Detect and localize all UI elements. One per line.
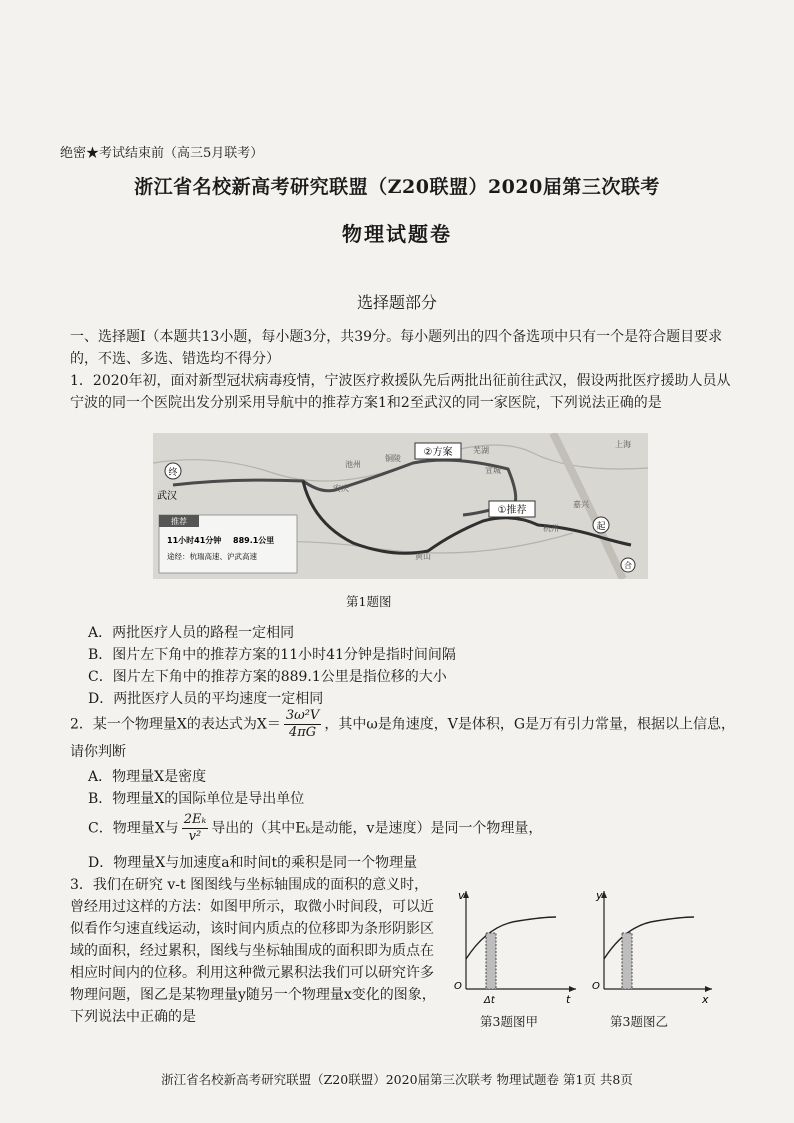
destination-marker-label: 合 [624,561,632,570]
route-info-via: 途经：杭瑞高速、沪武高速 [167,552,257,561]
origin-label: O [592,981,600,992]
graph-jia [448,885,580,1007]
place-label: 铜陵 [385,454,401,463]
place-label: 嘉兴 [573,500,589,509]
formula-denominator: 4πG [288,725,317,740]
question-2-stem-end: ，其中ω是角速度，V是体积，G是万有引力常量，根据以上信息，请你判断 [70,716,736,760]
question-2-stem [70,708,738,763]
place-label: 上海 [615,440,631,449]
shaded-strip [622,933,632,989]
place-label: 池州 [345,460,361,469]
route-info-time: 11小时41分钟 [167,536,222,545]
exam-title: 浙江省名校新高考研究联盟（Z20联盟）2020届第三次联考 [134,176,660,198]
place-label: 黄山 [415,552,431,561]
question-1-stem: 1．2020年初，面对新型冠状病毒疫情，宁波医疗救援队先后两批出征前往武汉，假设两批医疗援助人员从宁波的同一个医院出发分别采用导航中的推荐方案1和2至武汉的同一家医院，下列说法正确的是 [70,373,731,411]
question-1-option-a: A．两批医疗人员的路程一定相同 [88,625,295,641]
route-map [153,433,648,579]
start-marker-label: 起 [596,522,606,532]
page-footer: 浙江省名校新高考研究联盟（Z20联盟）2020届第三次联考 物理试题卷 第1页 共8页 [161,1072,633,1087]
place-label: 芜湖 [473,446,489,455]
x-axis-arrow [705,986,712,992]
place-label: 杭州 [543,524,559,533]
route-info-distance: 889.1公里 [233,536,275,545]
question-2-option-b: B．物理量X的国际单位是导出单位 [88,791,305,807]
question-2-option-d: D．物理量X与加速度a和时间t的乘积是同一个物理量 [88,855,418,871]
option-c-end: 导出的（其中Eₖ是动能，v是速度）是同一个物理量， [211,820,543,837]
question-2-option-c [88,812,542,845]
place-label: 武汉 [157,491,177,502]
y-axis-label: v [458,889,465,902]
exam-subtitle: 物理试题卷 [342,222,452,246]
place-label: 安庆 [333,484,349,493]
curve [466,917,556,959]
route-info-tag-label: 推荐 [171,517,187,526]
shaded-strip [486,933,496,989]
question-3-stem: 3．我们在研究 v-t 图图线与坐标轴围成的面积的意义时，曾经用过这样的方法：如图甲所示，取微小时间段，可以近似看作匀速直线运动，该时间内质点的位移即为条形阴影区域的面积，经过累积，图线与坐标轴围成的面积即为质点在相应时间内的位移。利用这种微元累积法我们可以研究许多物理问题，图乙是某物理量y随另一个物理量x变化的图象，下列说法中正确的是 [70,877,436,1025]
question-1-option-d: D．两批医疗人员的平均速度一定相同 [88,691,324,707]
formula-denominator: v² [188,829,202,844]
curve [604,917,694,959]
option-c-start: C．物理量X与 [88,820,179,837]
figure-3b-caption: 第3题图乙 [610,1014,668,1029]
end-marker-label: 终 [168,468,178,478]
figure-3a-caption: 第3题图甲 [480,1014,538,1029]
graph-yi [588,885,716,1007]
section-title: 选择题部分 [356,293,437,312]
part-heading: 一、选择题Ⅰ（本题共13小题，每小题3分，共39分。每小题列出的四个备选项中只有一个是符合题目要求的，不选、多选、错选均不得分） [70,329,723,367]
question-2-formula [284,708,321,741]
place-label: 宣城 [485,466,501,475]
question-2-stem-start: 2．某一个物理量X的表达式为X＝ [70,716,281,733]
route-1-tag-label: ①推荐 [497,505,527,516]
x-axis-label: t [566,993,571,1006]
delta-t-label: Δt [484,995,495,1006]
origin-label: O [454,981,462,992]
option-c-formula [182,812,209,845]
confidential-note: 绝密★考试结束前（高三5月联考） [60,146,264,161]
figure-1-caption: 第1题图 [346,594,392,609]
x-axis-arrow [569,986,576,992]
question-1-option-b: B．图片左下角中的推荐方案的11小时41分钟是指时间间隔 [88,647,456,663]
route-2-tag-label: ②方案 [423,447,453,458]
formula-numerator: 3ω²V [285,708,320,723]
x-axis-label: x [702,993,709,1006]
y-axis-label: y [596,889,603,902]
formula-numerator: 2Eₖ [183,812,207,827]
question-1-option-c: C．图片左下角中的推荐方案的889.1公里是指位移的大小 [88,669,447,685]
question-2-option-a: A．物理量X是密度 [88,769,207,785]
